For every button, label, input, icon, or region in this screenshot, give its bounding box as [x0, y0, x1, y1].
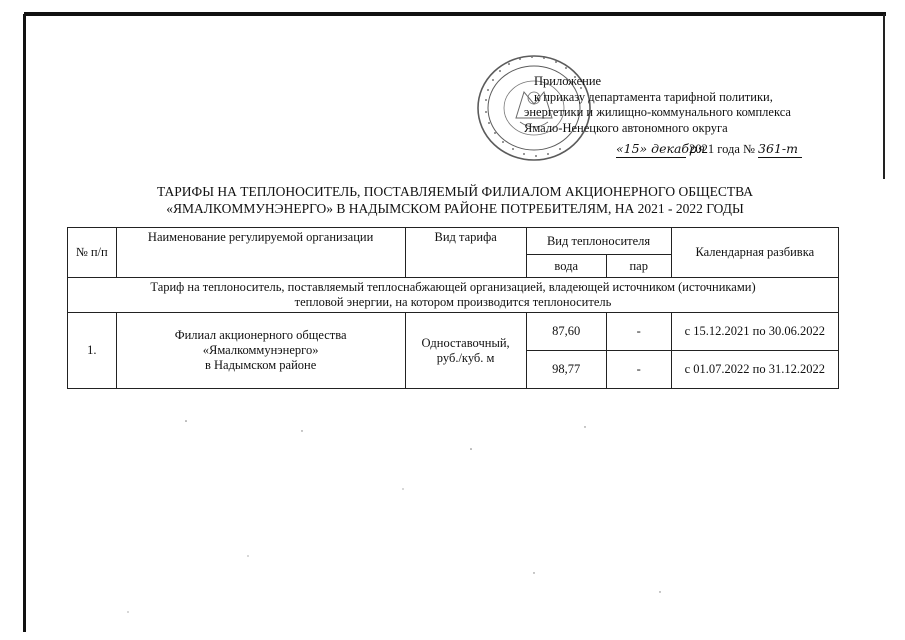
steam-tariff-value: - [606, 351, 671, 389]
page-left-border [23, 14, 26, 632]
tariff-type-line-2: руб./куб. м [436, 350, 495, 365]
org-line-2: «Ямалкоммунэнерго» [202, 343, 319, 357]
section-heading-line-1: Тариф на теплоноситель, поставляемый теплоснабжающей организацией, владеющей источником (источниками) [150, 280, 756, 294]
appendix-line-2: к приказу департамента тарифной политики, [534, 89, 773, 104]
order-year-text: 2021 года № [689, 142, 755, 156]
org-line-3: в Надымском районе [204, 358, 317, 372]
org-line-1: Филиал акционерного общества [174, 328, 347, 342]
tariff-section-row [68, 278, 839, 313]
order-number-handwritten: 361-т [758, 141, 802, 158]
calendar-period: с 01.07.2022 по 31.12.2022 [671, 351, 838, 389]
steam-tariff-value: - [606, 313, 671, 351]
table-header-row [68, 228, 839, 255]
appendix-line-1: Приложение [534, 74, 602, 88]
order-date-line [524, 141, 864, 158]
tariff-type-line-1: Одноставочный, [421, 335, 510, 350]
header-carrier: Вид теплоносителя [526, 228, 671, 255]
calendar-period: с 15.12.2021 по 30.06.2022 [671, 313, 838, 351]
document-title [60, 183, 850, 217]
tariff-table [67, 227, 839, 389]
page-right-border [883, 14, 885, 179]
header-type: Вид тарифа [405, 228, 526, 278]
title-line-1: ТАРИФЫ НА ТЕПЛОНОСИТЕЛЬ, ПОСТАВЛЯЕМЫЙ ФИЛИАЛОМ АКЦИОНЕРНОГО ОБЩЕСТВА [156, 184, 754, 199]
tariff-section-heading [68, 278, 839, 313]
water-tariff-value: 87,60 [526, 313, 606, 351]
appendix-line-3: энергетики и жилищно-коммунального комплекса [524, 105, 791, 119]
appendix-line-4: Ямало-Ненецкого автономного округа [524, 120, 728, 135]
order-date-handwritten: «15» декабря [616, 141, 706, 156]
row-number: 1. [68, 313, 117, 389]
section-heading-line-2: тепловой энергии, на котором производится теплоноситель [294, 295, 612, 309]
title-line-2: «ЯМАЛКОММУНЭНЕРГО» В НАДЫМСКОМ РАЙОНЕ ПОТРЕБИТЕЛЯМ, НА 2021 - 2022 ГОДЫ [166, 201, 744, 216]
header-steam: пар [606, 255, 671, 278]
appendix-header [524, 74, 864, 158]
header-water: вода [526, 255, 606, 278]
water-tariff-value: 98,77 [526, 351, 606, 389]
header-num: № п/п [68, 228, 117, 278]
organization-name [116, 313, 405, 389]
header-org: Наименование регулируемой организации [116, 228, 405, 278]
page-top-border [24, 12, 886, 16]
tariff-type [405, 313, 526, 389]
header-calendar: Календарная разбивка [671, 228, 838, 278]
table-row [68, 313, 839, 351]
